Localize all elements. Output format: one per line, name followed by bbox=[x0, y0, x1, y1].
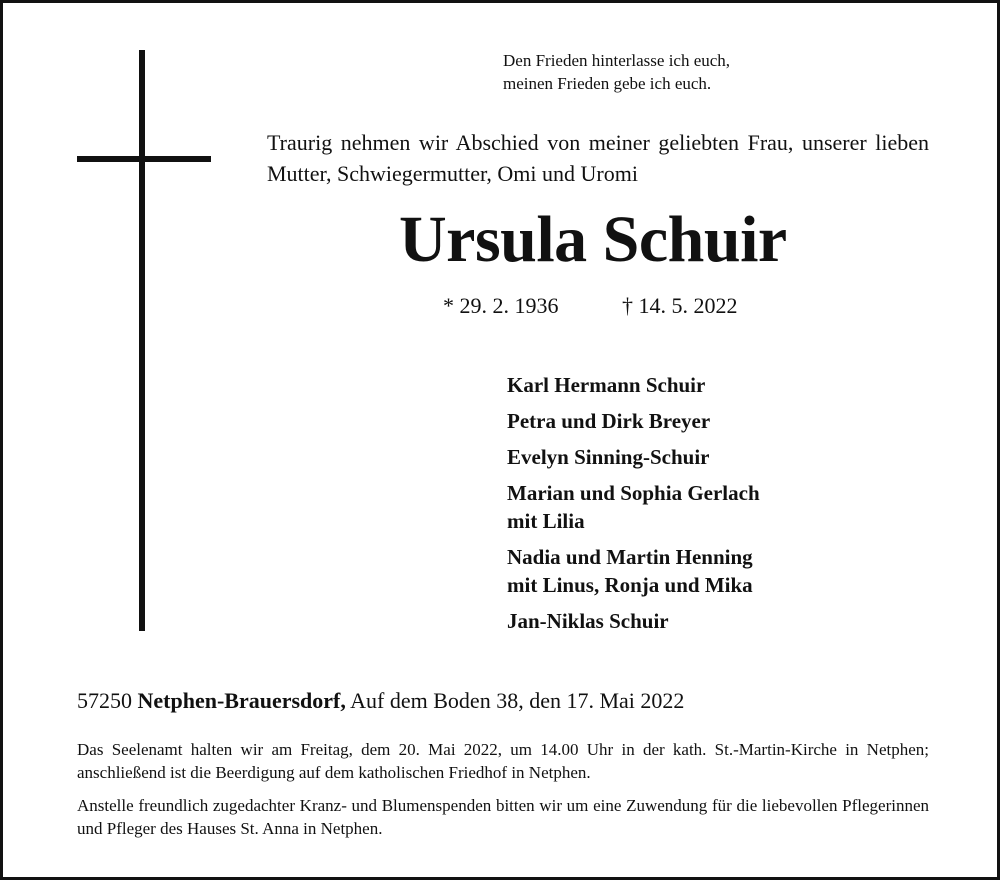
bible-verse bbox=[503, 49, 730, 95]
cross-icon-horizontal bbox=[77, 156, 211, 162]
intro-text: Traurig nehmen wir Abschied von meiner geliebten Frau, unserer lieben Mutter, Schwiegermutter, Omi und Uromi bbox=[267, 130, 929, 186]
mourner-item: Evelyn Sinning-Schuir bbox=[507, 445, 710, 469]
address-rest: Auf dem Boden 38, den 17. Mai 2022 bbox=[350, 688, 685, 713]
verse-line-2: meinen Frieden gebe ich euch. bbox=[503, 74, 712, 93]
mourner-item: Petra und Dirk Breyer bbox=[507, 409, 711, 433]
mourners-list bbox=[507, 371, 760, 643]
mourner-item: Karl Hermann Schuir bbox=[507, 373, 706, 397]
verse-line-1: Den Frieden hinterlasse ich euch, bbox=[503, 51, 731, 70]
mourner-item: Marian und Sophia Gerlach mit Lilia bbox=[507, 481, 760, 533]
mourner-item: Jan-Niklas Schuir bbox=[507, 609, 669, 633]
donation-note: Anstelle freundlich zugedachter Kranz- und Blumenspenden bitten wir um eine Zuwendung für die liebevollen Pflegerinnen und Pfleger des Hauses St. Anna in Netphen. bbox=[77, 796, 929, 838]
birth-date: * 29. 2. 1936 bbox=[443, 293, 559, 318]
mourner-item: Nadia und Martin Henning mit Linus, Ronja und Mika bbox=[507, 545, 753, 597]
deceased-name: Ursula Schuir bbox=[399, 203, 787, 276]
notes bbox=[77, 738, 929, 850]
service-note: Das Seelenamt halten wir am Freitag, dem 20. Mai 2022, um 14.00 Uhr in der kath. St.-Martin-Kirche in Netphen; anschließend ist die Beerdigung auf dem katholischen Friedhof in Netphen. bbox=[77, 740, 929, 782]
life-dates bbox=[443, 291, 738, 321]
cross-icon-vertical bbox=[139, 50, 145, 631]
address-line bbox=[77, 686, 684, 716]
death-date: † 14. 5. 2022 bbox=[622, 293, 738, 318]
address-town: Netphen-Brauersdorf, bbox=[137, 688, 346, 713]
address-zip: 57250 bbox=[77, 688, 132, 713]
